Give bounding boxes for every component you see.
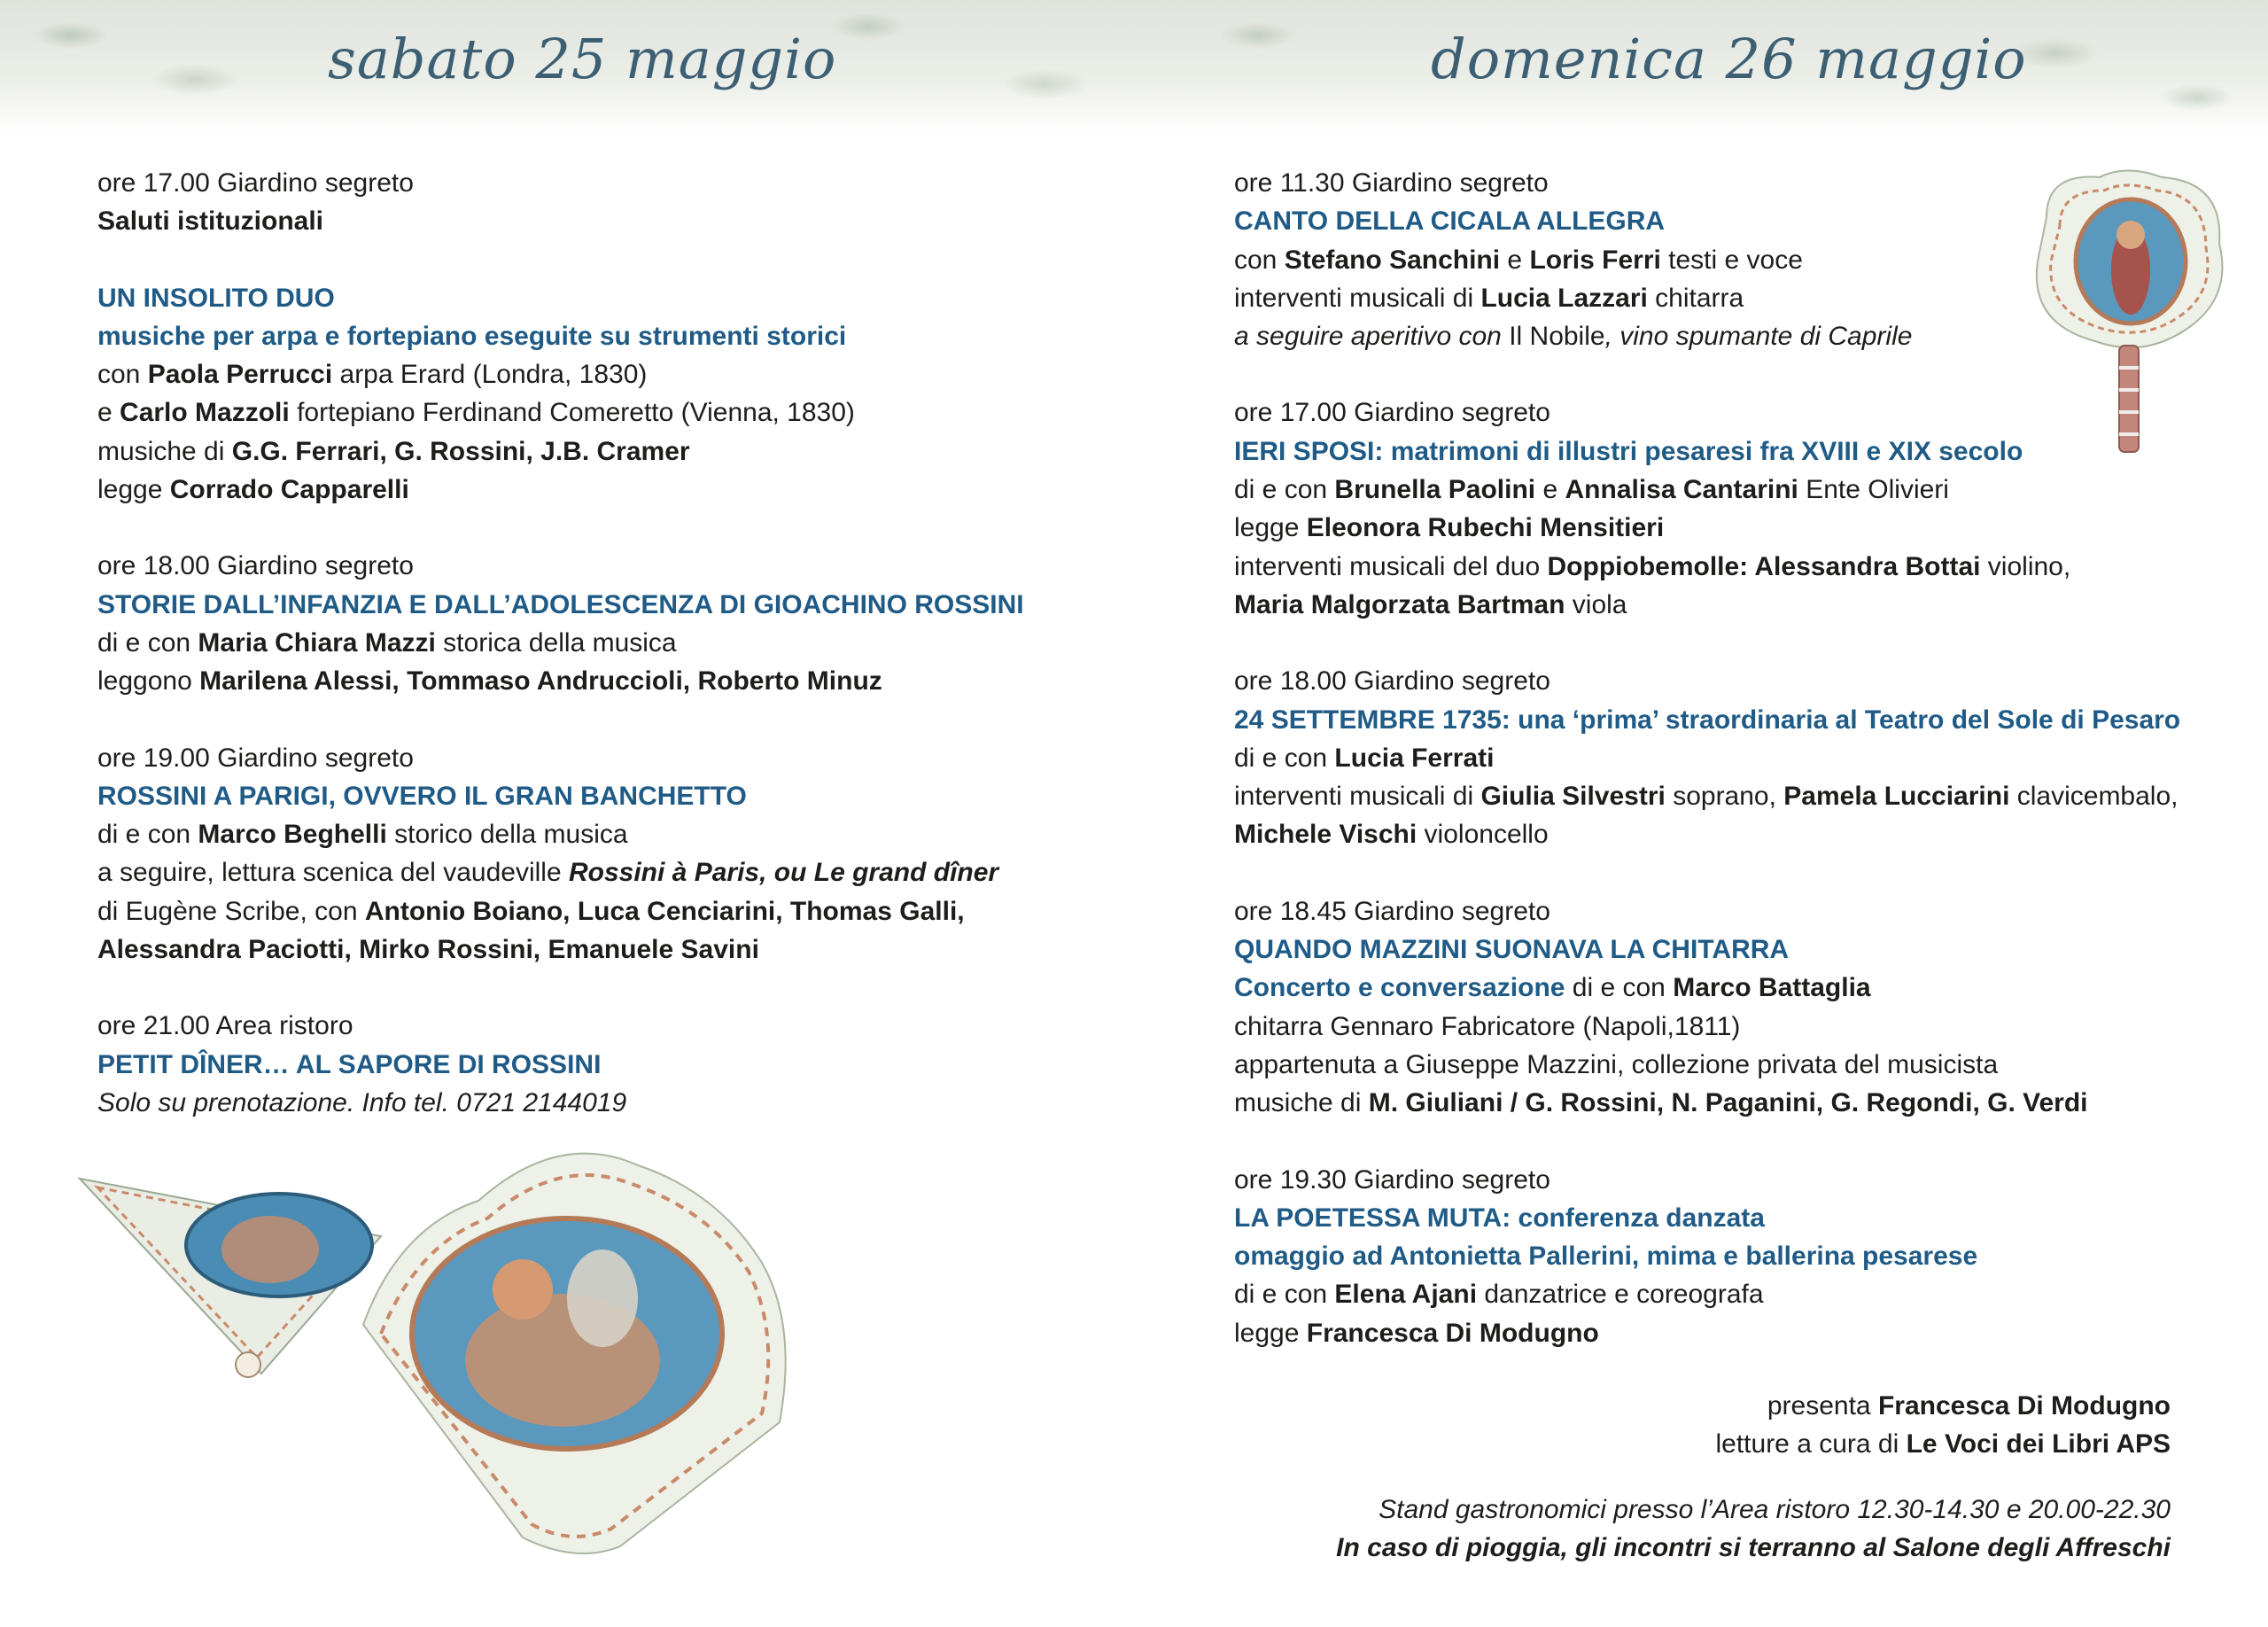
text: danzatrice e coreografa — [1477, 1280, 1764, 1310]
decorative-fan-small — [71, 1152, 390, 1382]
event-title: Saluti istituzionali — [97, 206, 324, 237]
author-name: Marco Beghelli — [198, 820, 387, 850]
text: violino, — [1980, 551, 2071, 581]
event-24-settembre — [1234, 662, 2244, 853]
event-title: LA POETESSA MUTA: conferenza danzata — [1234, 1203, 1765, 1233]
musician-name: Doppiobemolle: Alessandra Bottai — [1547, 551, 1981, 581]
music-line — [1234, 548, 2244, 586]
author-line — [1234, 1275, 2244, 1313]
text: con — [97, 360, 148, 390]
wine-name: Il Nobile — [1509, 322, 1605, 352]
decorative-fan-large — [346, 1130, 806, 1564]
concert-line — [1234, 969, 2244, 1007]
author-name: Maria Chiara Mazzi — [198, 627, 436, 658]
cast-line — [97, 892, 1063, 930]
musician-name: Maria Malgorzata Bartman — [1234, 589, 1565, 619]
event-time: ore 21.00 Area ristoro — [97, 1011, 353, 1041]
event-time: ore 19.00 Giardino segreto — [97, 743, 414, 773]
event-subtitle: Concerto e conversazione — [1234, 973, 1565, 1003]
provenance-line: appartenuta a Giuseppe Mazzini, collezione privata del musicista — [1234, 1049, 1999, 1079]
saturday-program — [97, 164, 1063, 1160]
instrument-line: chitarra Gennaro Fabricatore (Napoli,1811) — [1234, 1011, 1741, 1041]
work-title: Rossini à Paris, ou Le grand dîner — [568, 858, 999, 888]
text: con — [1234, 245, 1285, 275]
performer-name: Paola Perrucci — [147, 360, 333, 390]
text: di e con — [1565, 973, 1674, 1003]
text: chitarra — [1647, 283, 1744, 313]
text: viola — [1565, 589, 1627, 619]
event-title: PETIT DÎNER… AL SAPORE DI ROSSINI — [97, 1049, 602, 1079]
author-name: Brunella Paolini — [1334, 475, 1536, 505]
event-mazzini-chitarra — [1234, 892, 2244, 1123]
event-time: ore 18.45 Giardino segreto — [1234, 896, 1550, 926]
musician-name: Lucia Lazzari — [1480, 283, 1648, 313]
performer-line — [97, 393, 1063, 432]
credits — [1715, 1387, 2171, 1463]
reader-names: Marilena Alessi, Tommaso Andruccioli, Roberto Minuz — [199, 666, 882, 697]
musician-name: Pamela Lucciarini — [1783, 782, 2010, 812]
text: di e con — [1234, 743, 1335, 773]
author-line — [1234, 739, 2244, 777]
text: clavicembalo, — [2009, 782, 2179, 812]
event-title: ROSSINI A PARIGI, OVVERO IL GRAN BANCHETTO — [97, 781, 747, 811]
reader-name: Francesca Di Modugno — [1306, 1318, 1599, 1348]
reader-name: Corrado Capparelli — [169, 475, 409, 505]
event-storie-infanzia — [97, 547, 1063, 700]
event-title: CANTO DELLA CICALA ALLEGRA — [1234, 206, 1666, 237]
text: presenta — [1767, 1391, 1878, 1421]
text: leggono — [97, 666, 200, 697]
text: e — [1535, 475, 1565, 505]
performer-line — [97, 355, 1063, 393]
event-time: ore 19.30 Giardino segreto — [1234, 1164, 1550, 1195]
text: storico della musica — [386, 820, 628, 850]
composers-line — [1234, 1084, 2244, 1122]
composers: G.G. Ferrari, G. Rossini, J.B. Cramer — [231, 436, 690, 466]
event-time: ore 17.00 Giardino segreto — [97, 168, 414, 198]
text: e — [1500, 245, 1530, 275]
composers-line — [97, 432, 1063, 471]
event-subtitle: musiche per arpa e fortepiano eseguite su strumenti storici — [97, 321, 847, 351]
author-name: Elena Ajani — [1334, 1280, 1478, 1310]
text: interventi musicali di — [1234, 782, 1481, 812]
author-line — [97, 815, 1063, 853]
event-title: 24 SETTEMBRE 1735: una ‘prima’ straordinaria al Teatro del Sole di Pesaro — [1234, 705, 2181, 735]
event-title: QUANDO MAZZINI SUONAVA LA CHITARRA — [1234, 935, 1790, 965]
notes — [1336, 1491, 2171, 1567]
musician-name: Giulia Silvestri — [1480, 782, 1666, 812]
music-line — [1234, 777, 2244, 815]
text: di e con — [97, 627, 198, 658]
musician-name: Marco Battaglia — [1673, 973, 1871, 1003]
event-time: ore 18.00 Giardino segreto — [97, 551, 414, 581]
text: di e con — [97, 820, 198, 850]
event-time: ore 11.30 Giardino segreto — [1234, 168, 1549, 198]
organization-name: Le Voci dei Libri APS — [1906, 1429, 2171, 1459]
author-name: Lucia Ferrati — [1334, 743, 1495, 773]
text: musiche di — [1234, 1088, 1369, 1118]
stands-note: Stand gastronomici presso l’Area ristoro 12.30-14.30 e 20.00-22.30 — [1379, 1495, 2171, 1524]
text: fortepiano Ferdinand Comeretto (Vienna, 1830) — [289, 398, 855, 428]
performer-name: Loris Ferri — [1529, 245, 1661, 275]
text: e — [97, 398, 120, 428]
text: violoncello — [1417, 820, 1549, 850]
text: a seguire, lettura scenica del vaudeville — [97, 858, 569, 888]
booking-note: Solo su prenotazione. Info tel. 0721 2144019 — [97, 1087, 627, 1117]
text: arpa Erard (Londra, 1830) — [332, 360, 648, 390]
text: legge — [1234, 513, 1307, 543]
reader-line — [97, 471, 1063, 509]
text: storica della musica — [435, 627, 677, 658]
event-insolito-duo — [97, 279, 1063, 510]
event-rossini-parigi — [97, 739, 1063, 969]
text: di Eugène Scribe, con — [97, 896, 365, 926]
author-line — [1234, 471, 2244, 509]
readers-line — [97, 662, 1063, 700]
text: Ente Olivieri — [1798, 475, 1949, 505]
event-subtitle: omaggio ad Antonietta Pallerini, mima e ballerina pesarese — [1234, 1242, 1978, 1272]
music-line — [1234, 586, 2244, 624]
event-petit-diner — [97, 1007, 1063, 1122]
text: soprano, — [1665, 782, 1784, 812]
text: di e con — [1234, 1280, 1335, 1310]
event-title: UN INSOLITO DUO — [97, 283, 335, 313]
event-title: STORIE DALL’INFANZIA E DALL’ADOLESCENZA DI GIOACHINO ROSSINI — [97, 589, 1024, 619]
composers: M. Giuliani / G. Rossini, N. Paganini, G. Regondi, G. Verdi — [1368, 1088, 2088, 1118]
text: musiche di — [97, 436, 232, 466]
event-saturday-1700 — [97, 164, 1063, 241]
text: letture a cura di — [1715, 1429, 1907, 1459]
reader-name: Eleonora Rubechi Mensitieri — [1306, 513, 1665, 543]
reader-line — [1234, 1314, 2244, 1352]
musician-name: Michele Vischi — [1234, 820, 1418, 850]
text: a seguire aperitivo con — [1234, 322, 1510, 352]
performer-name: Stefano Sanchini — [1284, 245, 1501, 275]
music-line — [1234, 815, 2244, 853]
text: legge — [97, 475, 170, 505]
cast-names: Antonio Boiano, Luca Cenciarini, Thomas Galli, — [364, 896, 965, 926]
author-line — [97, 624, 1063, 662]
event-time: ore 17.00 Giardino segreto — [1234, 398, 1550, 428]
presenter-name: Francesca Di Modugno — [1877, 1391, 2171, 1421]
text: , vino spumante di Caprile — [1604, 322, 1913, 352]
cast-names: Alessandra Paciotti, Mirko Rossini, Emanuele Savini — [97, 935, 759, 965]
text: legge — [1234, 1318, 1307, 1348]
author-name: Annalisa Cantarini — [1565, 475, 1798, 505]
day-title-sunday: domenica 26 maggio — [1431, 27, 2027, 91]
text: di e con — [1234, 475, 1335, 505]
text: interventi musicali di — [1234, 283, 1481, 313]
decorative-hand-fan — [2011, 164, 2241, 461]
text: testi e voce — [1660, 245, 1803, 275]
reading-line — [97, 853, 1063, 891]
event-time: ore 18.00 Giardino segreto — [1234, 666, 1550, 697]
event-title: IERI SPOSI: matrimoni di illustri pesaresi fra XVIII e XIX secolo — [1234, 436, 2023, 466]
performer-name: Carlo Mazzoli — [120, 398, 290, 428]
text: interventi musicali del duo — [1234, 551, 1548, 581]
day-title-saturday: sabato 25 maggio — [328, 27, 837, 91]
floral-banner — [0, 0, 2268, 133]
rain-note: In caso di pioggia, gli incontri si terranno al Salone degli Affreschi — [1336, 1533, 2171, 1562]
event-poetessa-muta — [1234, 1161, 2244, 1352]
reader-line — [1234, 509, 2244, 547]
